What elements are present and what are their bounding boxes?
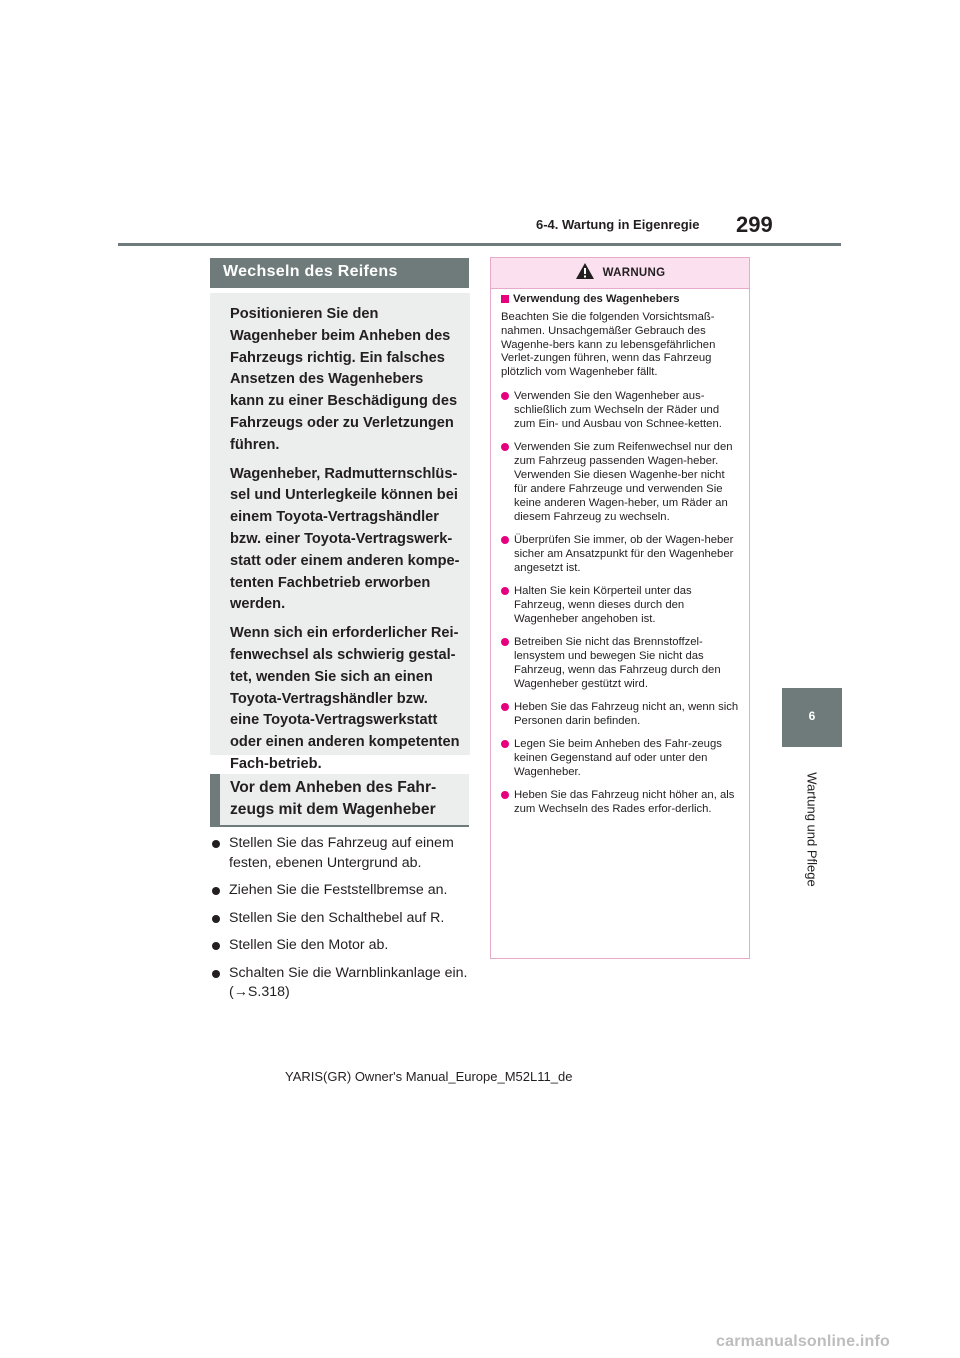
warning-subtitle-text: Verwendung des Wagenhebers <box>513 293 680 305</box>
warning-body <box>491 289 749 816</box>
warning-triangle-icon <box>575 262 595 285</box>
intro-paragraph: Positionieren Sie den Wagenheber beim Anheben des Fahrzeugs richtig. Ein falsches Ansetzen des Wagenhebers kann zu einer Beschädigung des Fahrzeugs oder zu Verletzungen führen. <box>230 306 458 453</box>
intro-box <box>210 293 470 772</box>
section-title: 6-4. Wartung in Eigenregie <box>536 217 700 232</box>
list-item <box>501 533 739 575</box>
warning-list <box>501 389 739 816</box>
chapter-tab[interactable] <box>782 688 842 747</box>
bullet-icon <box>212 942 220 950</box>
bullet-icon <box>501 638 509 646</box>
list-item <box>501 389 739 431</box>
step-text: Ziehen Sie die Feststellbremse an. <box>229 882 448 898</box>
list-item <box>501 584 739 626</box>
warning-item-text: Überprüfen Sie immer, ob der Wagen-heber sicher am Ansatzpunkt für den Wagenheber angesetzt ist. <box>514 533 734 574</box>
bullet-icon <box>212 840 220 848</box>
bullet-icon <box>501 587 509 595</box>
step-text: Stellen Sie das Fahrzeug auf einem festen, ebenen Untergrund ab. <box>229 835 454 871</box>
warning-item-text: Verwenden Sie zum Reifenwechsel nur den zum Fahrzeug passenden Wagen-heber. Verwenden Sie diesen Wagenhe-ber nicht für andere Fahrzeuge und verwenden Sie keine anderen Wagen-heber, um Räder an diesem Fahrzeug zu wechseln. <box>514 440 733 523</box>
warning-box <box>490 257 750 959</box>
list-item <box>210 834 472 873</box>
page-number: 299 <box>736 212 773 237</box>
list-item <box>210 909 472 929</box>
warning-label: WARNUNG <box>602 267 666 279</box>
warning-item-text: Betreiben Sie nicht das Brennstoffzel-lensystem und bewegen Sie nicht das Fahrzeug, wenn das Fahrzeug durch den Wagenheber gestützt wird. <box>514 635 721 690</box>
list-item <box>501 635 739 691</box>
bullet-icon <box>501 740 509 748</box>
intro-paragraph: Wagenheber, Radmutternschlüs-sel und Unterlegkeile können bei einem Toyota-Vertragshändler bzw. einer Toyota-Vertragswerk-statt oder einem anderen kompe-tenten Fachbetrieb erworben werden. <box>230 465 460 613</box>
intro-paragraph: Wenn sich ein erforderlicher Rei-fenwechsel als schwierig gestal-tet, wenden Sie sich an einen Toyota-Vertragshändler bzw. eine Toyota-Vertragswerkstatt oder einen anderen kompetenten Fach-betrieb. <box>230 625 460 772</box>
chapter-title: Wartung und Pflege <box>804 772 820 887</box>
bullet-icon <box>212 970 220 978</box>
warning-item-text: Halten Sie kein Körperteil unter das Fahrzeug, wenn dieses durch den Wagenheber angehoben ist. <box>514 584 692 625</box>
sub-heading: Vor dem Anheben des Fahr-zeugs mit dem Wagenheber <box>210 774 469 827</box>
warning-intro: Beachten Sie die folgenden Vorsichtsmaß-nahmen. Unsachgemäßer Gebrauch des Wagenhe-bers kann zu lebensgefährlichen Verlet-zungen führen, wenn das Fahrzeug plötzlich vom Wagenheber fällt. <box>501 311 716 379</box>
list-item <box>210 936 472 956</box>
warning-item-text: Heben Sie das Fahrzeug nicht an, wenn sich Personen darin befinden. <box>514 700 739 727</box>
list-item <box>501 788 739 816</box>
list-item <box>501 737 739 779</box>
bullet-icon <box>501 443 509 451</box>
bullet-icon <box>501 536 509 544</box>
bullet-icon <box>212 887 220 895</box>
list-item <box>501 700 739 728</box>
chapter-number: 6 <box>808 709 816 723</box>
warning-subtitle <box>501 293 739 305</box>
steps-list <box>210 834 472 1011</box>
bullet-icon <box>501 703 509 711</box>
warning-item-text: Legen Sie beim Anheben des Fahr-zeugs keinen Gegenstand auf oder unter den Wagenheber. <box>514 737 722 778</box>
list-item[interactable] <box>210 964 472 1003</box>
warning-item-text: Verwenden Sie den Wagenheber aus-schließlich zum Wechseln der Räder und zum Ein- und Ausbau von Schnee-ketten. <box>514 389 722 430</box>
bullet-icon <box>212 915 220 923</box>
step-text-link[interactable]: Schalten Sie die Warnblinkanlage ein. (→S.318) <box>229 964 468 1000</box>
bullet-icon <box>501 392 509 400</box>
bullet-icon <box>501 791 509 799</box>
header-divider <box>118 243 841 246</box>
watermark[interactable]: carmanualsonline.info <box>716 1333 891 1350</box>
step-text: Stellen Sie den Schalthebel auf R. <box>229 909 445 926</box>
list-item <box>501 440 739 524</box>
warning-item-text: Heben Sie das Fahrzeug nicht höher an, als zum Wechseln des Rades erfor-derlich. <box>514 788 735 815</box>
section-heading: Wechseln des Reifens <box>210 258 469 288</box>
square-bullet-icon <box>501 295 509 303</box>
list-item <box>210 881 472 901</box>
step-text: Stellen Sie den Motor ab. <box>229 937 389 953</box>
warning-header <box>491 258 749 289</box>
manual-id: YARIS(GR) Owner's Manual_Europe_M52L11_de <box>285 1069 573 1084</box>
